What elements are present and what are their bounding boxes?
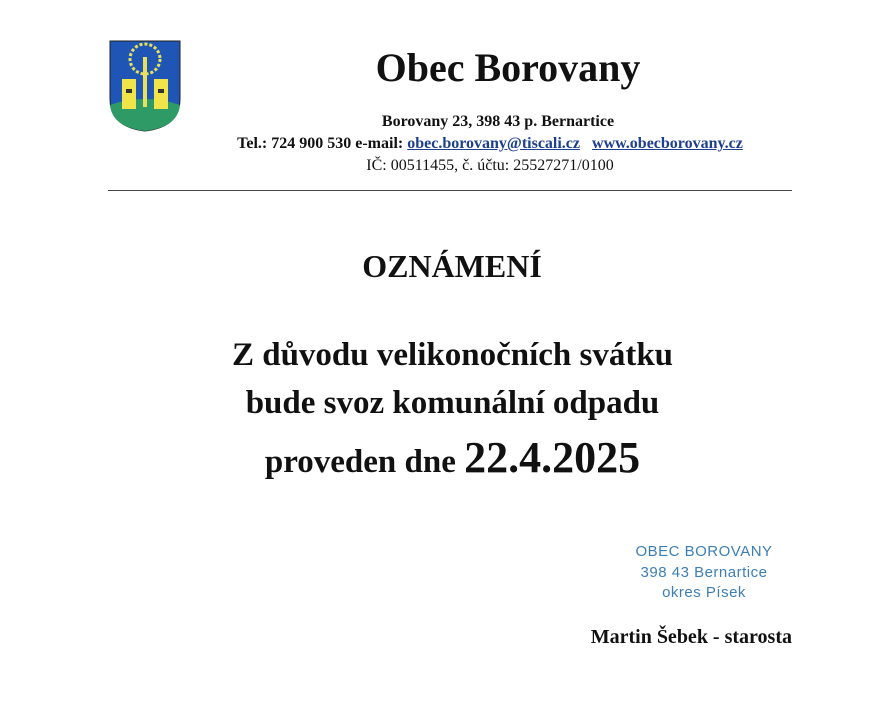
stamp-line-2: 398 43 Bernartice: [640, 564, 768, 581]
stamp-line-3: okres Písek: [662, 584, 746, 601]
notice-line-2: bude svoz komunální odpadu: [245, 385, 660, 421]
website-link[interactable]: www.obecborovany.cz: [592, 135, 743, 152]
notice-line-1: Z důvodu velikonočních svátku: [231, 337, 674, 373]
header-divider: [108, 190, 792, 191]
registration-ids: IČ: 00511455, č. účtu: 25527271/0100: [366, 157, 614, 174]
phone-label: Tel.: 724 900 530 e-mail:: [237, 135, 404, 152]
email-link[interactable]: obec.borovany@tiscali.cz: [407, 135, 581, 152]
notice-line-3: [120, 432, 785, 483]
stamp-line-1: OBEC BOROVANY: [635, 543, 773, 560]
coat-of-arms-icon: [108, 39, 182, 133]
collection-date: 22.4.2025: [464, 433, 641, 482]
notice-line-3-prefix: proveden dne: [264, 444, 465, 480]
contact-line: [150, 135, 830, 153]
municipality-title: Obec Borovany: [375, 45, 641, 90]
signature: Martin Šebek - starosta: [590, 626, 792, 648]
address: Borovany 23, 398 43 p. Bernartice: [381, 113, 615, 130]
notice-heading: OZNÁMENÍ: [362, 248, 542, 284]
